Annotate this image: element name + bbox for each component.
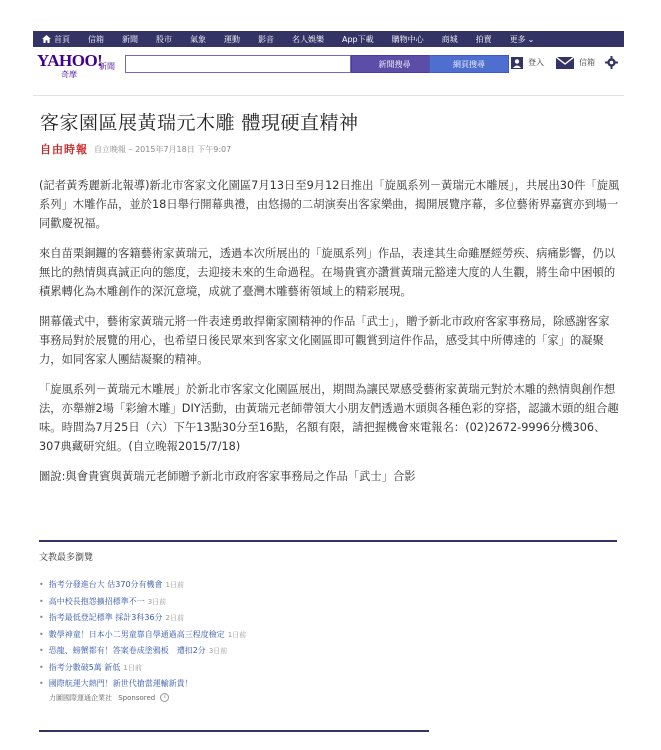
source-logo[interactable]: 自由時報 xyxy=(40,143,88,156)
login-link[interactable]: 登入 xyxy=(528,58,544,67)
mail-icon[interactable] xyxy=(556,57,574,69)
list-item-time: 2日前 xyxy=(165,614,184,622)
list-item-link[interactable]: 指考分數破5萬 新低 xyxy=(48,662,121,672)
most-viewed-section xyxy=(39,540,617,703)
list-item-link[interactable]: 高中校長抱怨擴招標準不一 xyxy=(48,596,145,606)
news-search-button[interactable]: 新聞搜尋 xyxy=(351,55,438,73)
article-body xyxy=(39,176,620,497)
nav-item-celebrity[interactable]: 名人娛樂 xyxy=(292,34,324,44)
list-item-link[interactable]: 數學神童！日本小二男童靠自學通過高三程度檢定 xyxy=(48,629,225,639)
gear-icon[interactable] xyxy=(605,56,618,69)
sponsored-link[interactable]: 國際航運大熱門！新世代搶當運輸新貴！ xyxy=(48,679,193,688)
logo-text: YAHOO! xyxy=(37,51,103,70)
article-paragraph: (記者黃秀麗新北報導)新北市客家文化園區7月13日至9月12日推出「旋風系列－黃瑞元木雕展」，共展出30件「旋風系列」木雕作品，並於18日舉行開幕典禮，由悠揚的二胡演奏出客家樂曲，揭開展覽序幕，多位藝術界嘉賓亦到場一同歡慶祝福。 xyxy=(39,179,620,230)
list-item-time: 1日前 xyxy=(227,630,247,639)
site-header xyxy=(33,49,624,83)
list-item: • 數學神童！日本小二男童靠自學通過高三程度檢定 1日前 xyxy=(39,627,617,644)
list-item: • 指考分數破5萬 新低 1日前 xyxy=(39,660,617,677)
info-icon[interactable]: i xyxy=(160,693,169,702)
user-icon[interactable] xyxy=(511,57,523,69)
sponsor-line xyxy=(49,693,617,703)
article-paragraph: 「旋風系列－黃瑞元木雕展」於新北市客家文化園區展出，期間為讓民眾感受藝術家黃瑞元對於木雕的熱情與創作想法，亦舉辦2場「彩繪木雕」DIY活動，由黃瑞元老師帶領大小朋友們透過木頭與各種色彩的穿搭，認識木頭的組合趣味。時間為7月25日（六）下午13點30分至16點，名額有限，請把握機會來電報名：(02)2672-9996分機306、307典藏研究組。(自立晚報2015/7/18) xyxy=(39,383,619,453)
nav-item-mail[interactable]: 信箱 xyxy=(88,34,104,44)
home-icon xyxy=(42,35,51,43)
sponsored-label: Sponsored xyxy=(118,693,156,702)
list-item: • 指考分發進台大 估370分有機會 1日前 xyxy=(39,577,617,594)
nav-item-auction[interactable]: 拍賣 xyxy=(475,34,492,44)
article-paragraph: 來自苗栗銅鑼的客籍藝術家黃瑞元，透過本次所展出的「旋風系列」作品，表達其生命雖歷經勞疾、病痛影響，仍以無比的熱情與真誠正向的態度，去迎接未來的生命過程。在場貴賓亦讚賞黃瑞元豁達大度的人生觀，將生命中困頓的積累轉化為木雕創作的深沉意境，成就了臺灣木雕藝術領域上的精彩展現。 xyxy=(39,247,616,298)
list-item-time: 1日前 xyxy=(123,663,142,672)
most-viewed-list xyxy=(39,577,617,693)
search-input[interactable] xyxy=(125,55,351,73)
nav-item-mall[interactable]: 商城 xyxy=(441,34,458,44)
nav-label: 更多 xyxy=(509,34,526,44)
section-heading: 文教最多瀏覽 xyxy=(39,553,94,563)
nav-item-weather[interactable]: 氣象 xyxy=(190,34,206,44)
nav-item-stocks[interactable]: 股市 xyxy=(156,34,172,44)
section-bar xyxy=(39,540,617,542)
sponsor-name[interactable]: 力圖國際運通企業社 xyxy=(49,693,112,702)
web-search-button[interactable]: 網頁搜尋 xyxy=(429,55,509,73)
logo-section: 新聞 xyxy=(99,62,115,71)
sponsored-item: • 國際航運大熱門！新世代搶當運輸新貴！ xyxy=(39,676,617,693)
bottom-section-bar xyxy=(39,730,429,732)
mail-link[interactable]: 信箱 xyxy=(579,58,595,67)
photo-caption: 圖說:與會貴賓與黃瑞元老師贈予新北市政府客家事務局之作品「武士」合影 xyxy=(39,470,416,483)
header-divider xyxy=(33,95,624,96)
nav-item-sports[interactable]: 運動 xyxy=(224,34,240,44)
chevron-down-icon: ⌄ xyxy=(527,34,535,44)
list-item-link[interactable]: 指考最低登記標準 採計3科36分 xyxy=(48,613,163,622)
list-item-time: 3日前 xyxy=(147,597,167,606)
article-paragraph: 開幕儀式中，藝術家黃瑞元將一件表達勇敢捍衛家園精神的作品「武士」，贈予新北市政府客家事務局，除感謝客家事務局對於展覽的用心，也希望日後民眾來到客家文化園區即可觀賞到這件作品，感受其中所傳達的「家」的凝聚力，如同客家人團結凝聚的精神。 xyxy=(39,315,610,366)
top-nav-bar xyxy=(33,31,624,47)
list-item-link[interactable]: 恐龍、螃蟹都有！答案卷成塗鴉板 遭扣2分 xyxy=(48,646,206,655)
nav-item-shopping[interactable]: 購物中心 xyxy=(391,34,424,44)
logo-sub: 奇摩 xyxy=(61,70,77,79)
list-item: • 指考最低登記標準 採計3科36分 2日前 xyxy=(39,610,617,627)
nav-item-home[interactable] xyxy=(33,34,79,45)
article-meta xyxy=(40,141,231,157)
header-tools xyxy=(511,56,618,69)
nav-item-news[interactable]: 新聞 xyxy=(122,34,138,44)
yahoo-logo[interactable] xyxy=(37,51,125,79)
article-byline: 自立晚報 – 2015年7月18日 下午9:07 xyxy=(94,144,232,154)
list-item-link[interactable]: 指考分發進台大 估370分有機會 xyxy=(48,580,163,589)
nav-item-app[interactable]: App下載 xyxy=(342,34,374,44)
list-item-time: 1日前 xyxy=(165,581,184,589)
nav-item-video[interactable]: 影音 xyxy=(258,34,274,44)
article-title: 客家園區展黃瑞元木雕 體現硬直精神 xyxy=(40,112,359,134)
list-item: • 恐龍、螃蟹都有！答案卷成塗鴉板 遭扣2分 3日前 xyxy=(39,643,617,660)
list-item: • 高中校長抱怨擴招標準不一 3日前 xyxy=(39,594,617,611)
nav-label: 首頁 xyxy=(54,34,70,44)
nav-item-more[interactable] xyxy=(501,34,544,45)
list-item-time: 3日前 xyxy=(208,647,228,655)
